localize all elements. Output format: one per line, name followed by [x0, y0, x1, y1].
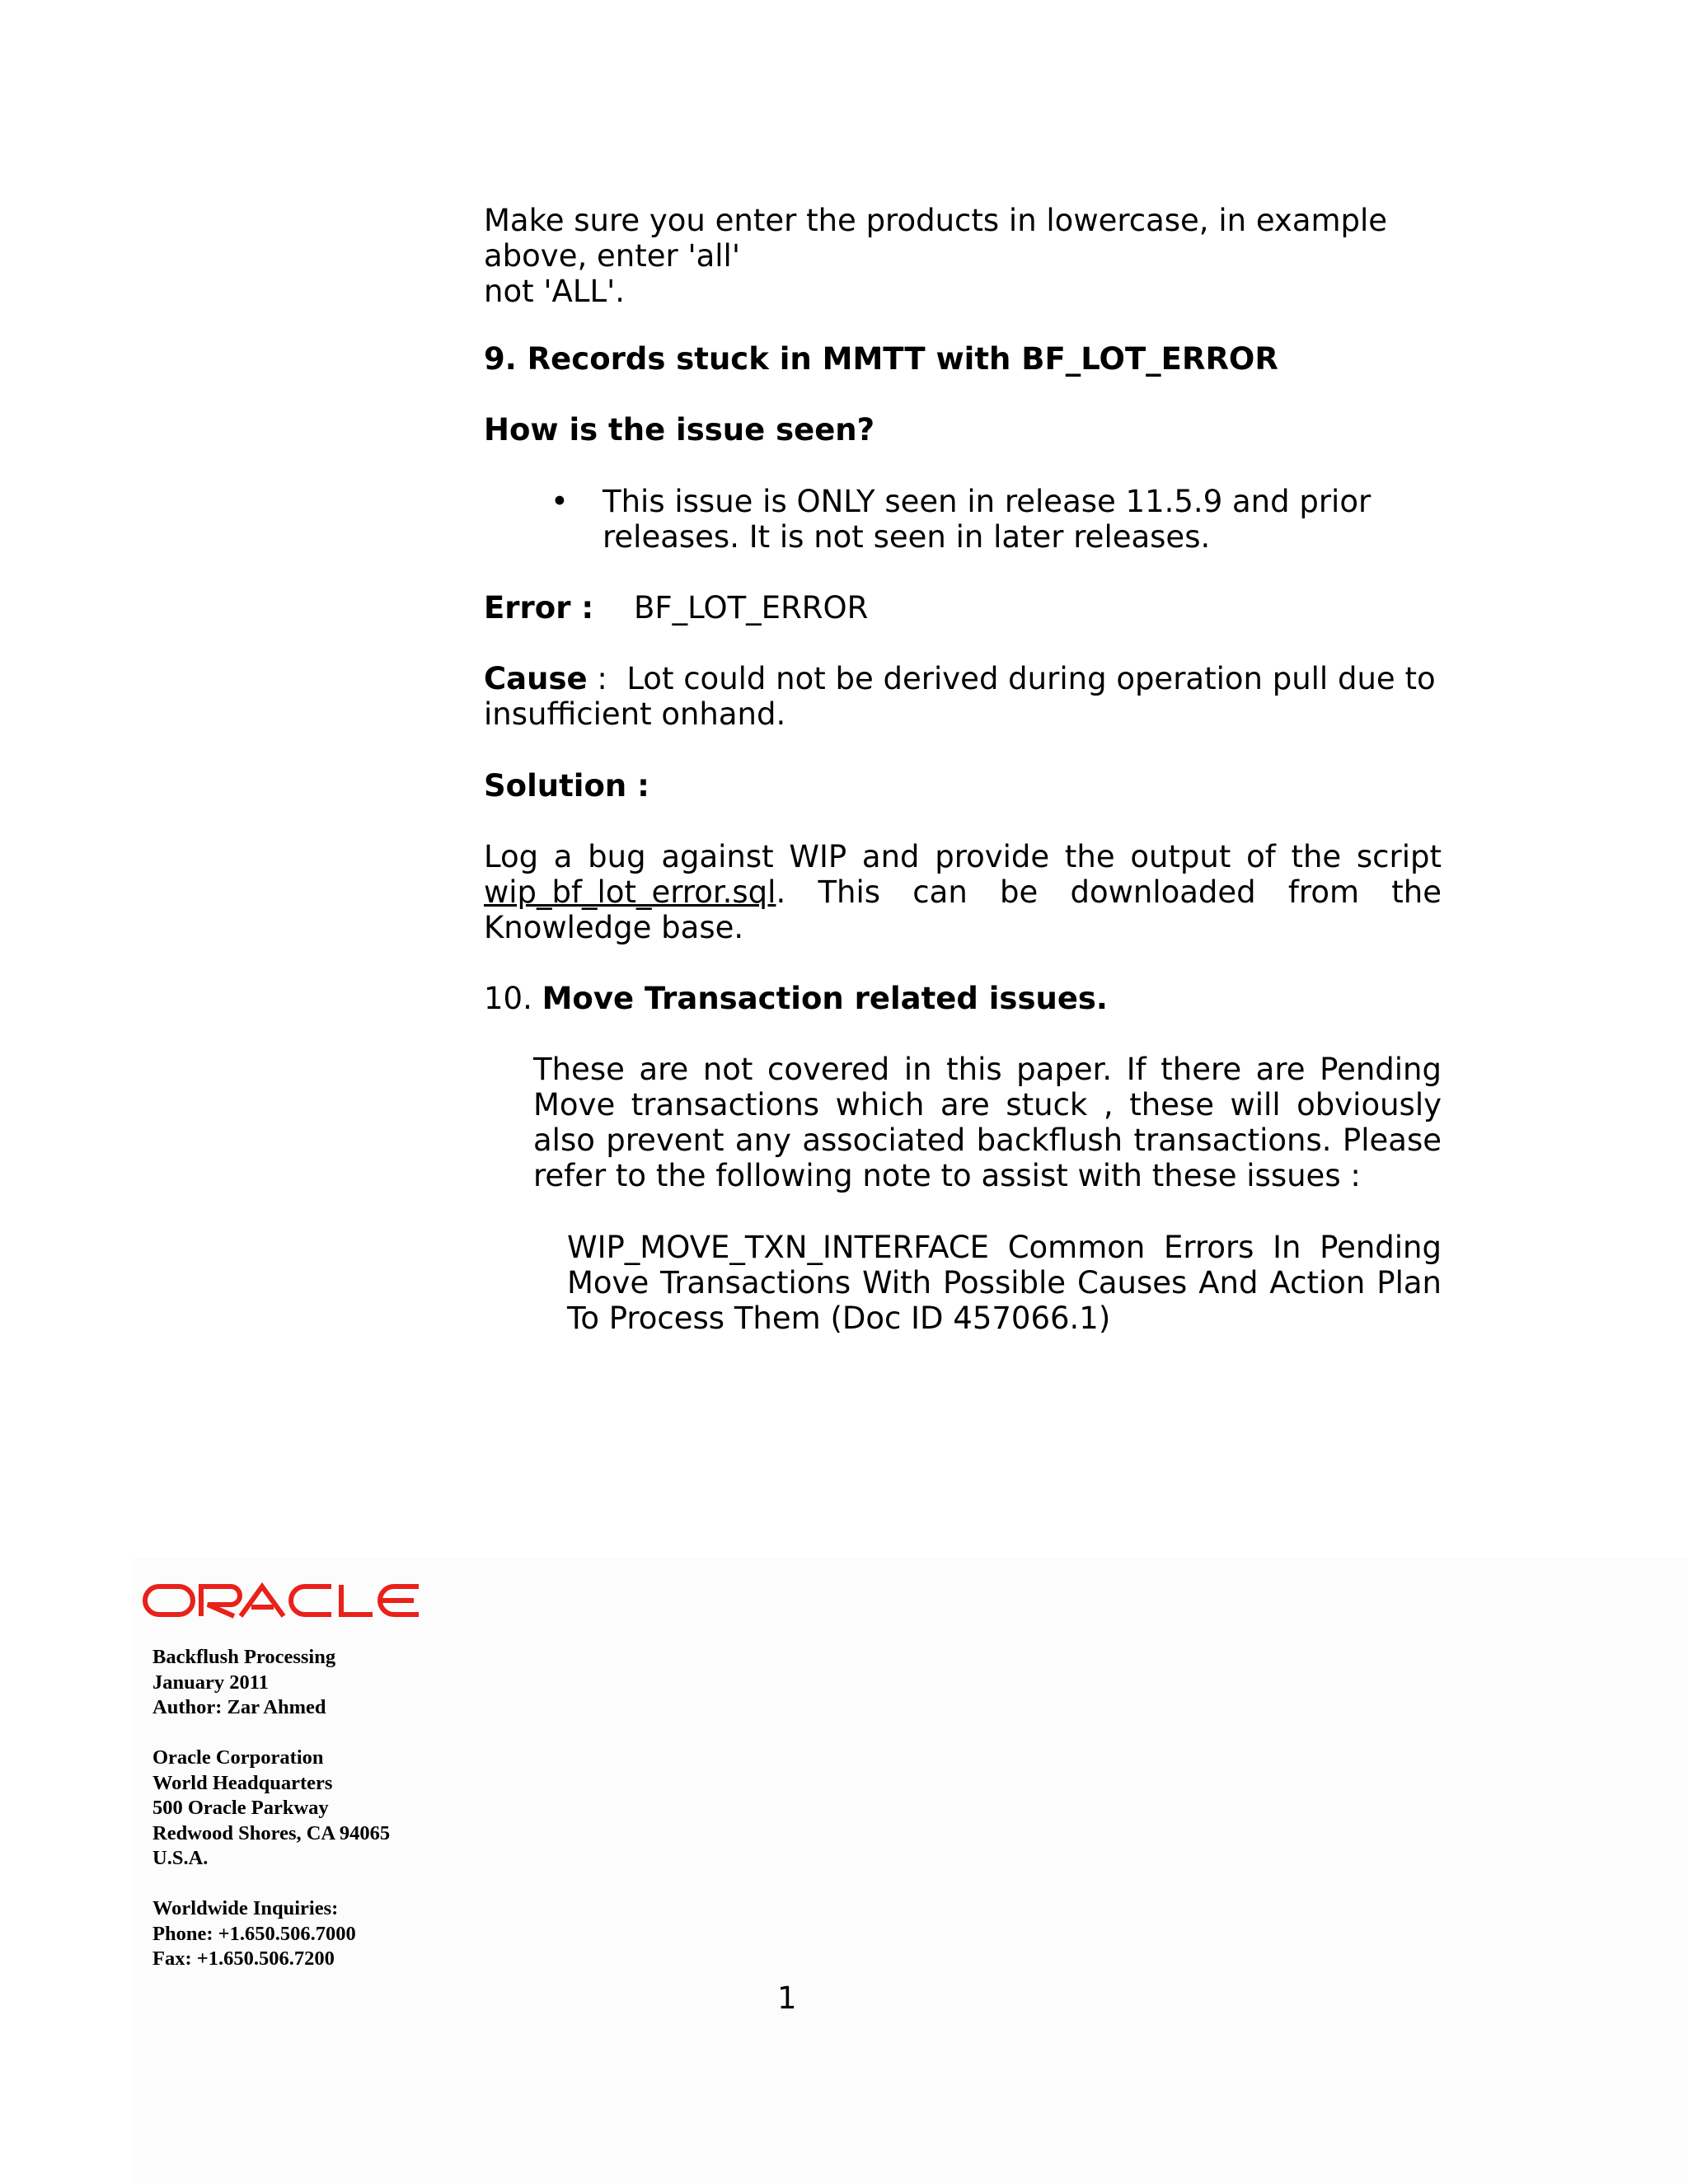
- cause-line-1: : Lot could not be derived during operation pull due to: [587, 661, 1436, 696]
- intro-line-3: not 'ALL'.: [484, 274, 625, 309]
- section-10-line-4: refer to the following note to assist with these issues :: [533, 1158, 1361, 1193]
- footer-spacer-2: [152, 1872, 390, 1897]
- bullet-line-2: releases. It is not seen in later releases.: [603, 519, 1211, 555]
- error-label: Error :: [484, 590, 594, 626]
- bullet-item: [603, 484, 1443, 555]
- section-10-paragraph: [533, 1052, 1442, 1193]
- solution-period: .: [776, 874, 786, 910]
- footer-spacer-1: [152, 1721, 390, 1746]
- solution-word-from: from: [1287, 874, 1359, 910]
- oracle-logo-svg: [142, 1582, 422, 1619]
- footer-company: Oracle Corporation: [152, 1746, 324, 1769]
- intro-paragraph: [484, 203, 1442, 309]
- solution-paragraph: [484, 839, 1442, 945]
- footer-date: January 2011: [152, 1671, 269, 1694]
- intro-line-2: above, enter 'all': [484, 238, 741, 274]
- footer-hq: World Headquarters: [152, 1771, 333, 1794]
- solution-label: Solution :: [484, 768, 649, 804]
- solution-word-be: be: [1000, 874, 1039, 910]
- cause-line-2: insufficient onhand.: [484, 696, 786, 732]
- section-9-heading: 9. Records stuck in MMTT with BF_LOT_ERROR: [484, 341, 1278, 377]
- bullet-marker: •: [551, 484, 569, 519]
- section-10-number: 10.: [484, 981, 542, 1016]
- error-value: BF_LOT_ERROR: [634, 590, 869, 626]
- oracle-logo: [142, 1582, 422, 1622]
- page-number: 1: [777, 1980, 797, 2016]
- solution-word-downloaded: downloaded: [1070, 874, 1256, 910]
- footer-inquiries: Worldwide Inquiries:: [152, 1897, 339, 1919]
- note-line-1: WIP_MOVE_TXN_INTERFACE Common Errors In Pending: [567, 1230, 1442, 1265]
- note-line-2: Move Transactions With Possible Causes And Action Plan: [567, 1265, 1442, 1301]
- footer-title: Backflush Processing: [152, 1646, 336, 1668]
- section-10-heading: [484, 981, 1108, 1016]
- solution-word-this: This: [818, 874, 881, 910]
- solution-word-the: the: [1391, 874, 1442, 910]
- solution-line-1: Log a bug against WIP and provide the output of the script: [484, 839, 1442, 874]
- footer-country: U.S.A.: [152, 1847, 209, 1869]
- note-line-3: To Process Them (Doc ID 457066.1): [567, 1301, 1111, 1336]
- footer-phone: Phone: +1.650.506.7000: [152, 1922, 356, 1945]
- solution-line-2: [484, 874, 1442, 910]
- bullet-line-1: This issue is ONLY seen in release 11.5.9 and prior: [603, 484, 1372, 519]
- intro-line-1: Make sure you enter the products in lowercase, in example: [484, 203, 1388, 238]
- footer-author: Author: Zar Ahmed: [152, 1696, 326, 1718]
- section-10-title: Move Transaction related issues.: [542, 981, 1108, 1016]
- issue-seen-subheading: How is the issue seen?: [484, 412, 875, 448]
- solution-script-link[interactable]: wip_bf_lot_error.sql: [484, 874, 776, 910]
- section-10-line-2: Move transactions which are stuck , these will obviously: [533, 1087, 1442, 1122]
- solution-word-can: can: [912, 874, 968, 910]
- footer-fax: Fax: +1.650.506.7200: [152, 1947, 335, 1970]
- section-10-line-3: also prevent any associated backflush transactions. Please: [533, 1122, 1442, 1158]
- section-10-line-1: These are not covered in this paper. If there are Pending: [533, 1052, 1442, 1087]
- solution-line-3: Knowledge base.: [484, 910, 744, 945]
- doc-note-reference: [567, 1230, 1442, 1336]
- cause-paragraph: [484, 661, 1442, 732]
- cause-label: Cause: [484, 661, 588, 696]
- footer-street: 500 Oracle Parkway: [152, 1797, 329, 1819]
- footer-contact-block: [152, 1645, 390, 1972]
- footer-city: Redwood Shores, CA 94065: [152, 1821, 391, 1844]
